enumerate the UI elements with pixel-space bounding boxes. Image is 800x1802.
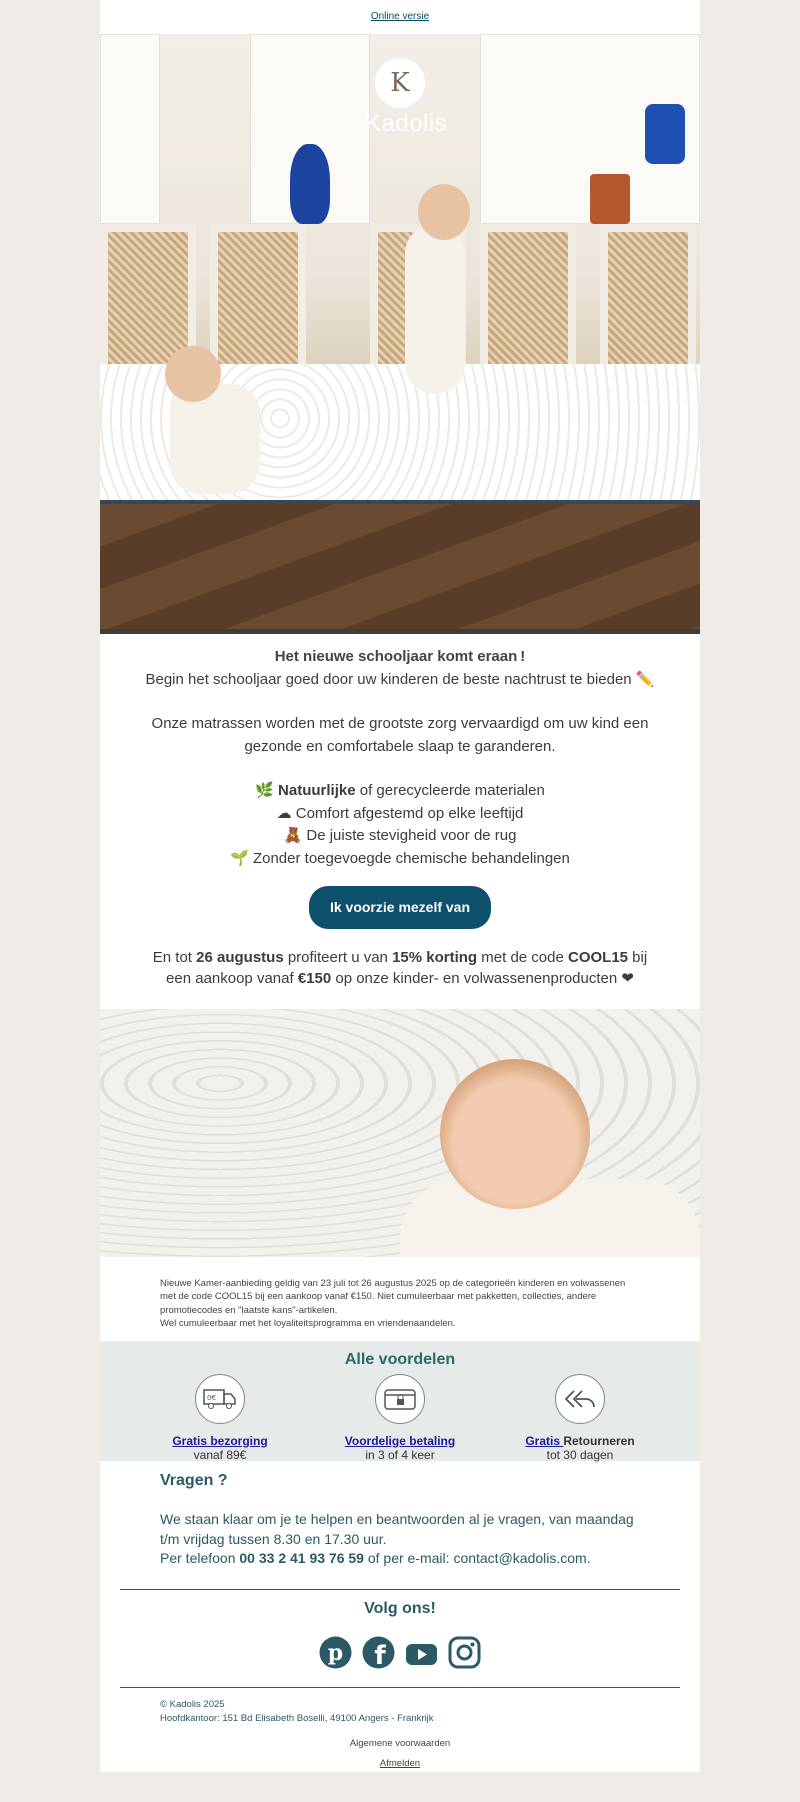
leaf-icon: 🌿 [255,782,274,799]
intro-body: Onze matrassen worden met de grootste zorg vervaardigd om uw kind een gezonde en comfortabele slaap te garanderen. [151,715,649,755]
promo-text: En tot 26 augustus profiteert u van 15% korting met de code COOL15 bij een aankoop vanaf €150 op onze kinder- en volwassenenproducten ❤ [152,948,648,987]
online-version-link[interactable]: Online versie [370,11,430,22]
logo-mark: K [375,58,425,108]
benefit-payment: Voordelige betaling in 3 of 4 keer [320,1374,480,1462]
shop-now-button[interactable]: Ik voorzie mezelf van [309,886,491,929]
feature-item: ☁ Comfort afgestemd op elke leeftijd [276,804,524,822]
legal-text: Nieuwe Kamer-aanbieding geldig van 23 juli tot 26 augustus 2025 op de categorieën kinderen en volwassenen met de code COOL15 bij een aankoop vanaf €150. Niet cumuleerbaar met pakketten, collecties, andere promotiecodes en "laatste kans"-artikelen. Wel cumuleerbaar met het loyaliteitsprogramma en vriendenaandelen. [160,1277,626,1329]
contact-line: Per telefoon 00 33 2 41 93 76 59 of per e-mail: contact@kadolis.com. [160,1550,591,1566]
questions-title: Vragen ? [160,1471,228,1489]
free-returns-link[interactable]: Gratis [525,1433,564,1448]
instagram-icon[interactable] [448,1636,481,1669]
intro-heading: Het nieuwe schooljaar komt eraan ! [274,648,526,665]
unsubscribe-link[interactable]: Afmelden [379,1757,421,1769]
sprout-icon: 🌱 [230,849,249,867]
follow-title: Volg ons! [364,1599,436,1617]
footer-links [100,1734,700,1774]
email-address[interactable]: contact@kadolis.com. [453,1550,591,1566]
kadolis-logo[interactable] [365,58,448,138]
wooden-floor [100,504,700,629]
footer-address: © Kadolis 2025 Hoofdkantoor: 151 Bd Elisabeth Boselli, 49100 Angers - Frankrijk [160,1698,434,1724]
vase [290,144,330,224]
wallet-icon [375,1374,425,1424]
free-delivery-link[interactable]: Gratis bezorging [172,1433,268,1448]
blue-decoration [645,104,685,164]
feature-item: 🌱 Zonder toegevoegde chemische behandelingen [230,849,570,867]
youtube-icon[interactable] [405,1636,438,1669]
benefits-section [100,1341,700,1461]
feature-item: 🧸 De juiste stevigheid voor de rug [283,827,517,844]
benefit-returns: Gratis Retourneren tot 30 dagen [500,1374,660,1462]
intro-subheading: Begin het schooljaar goed door uw kinderen de beste nachtrust te bieden ✏️ [145,670,655,688]
pinterest-icon[interactable] [319,1636,352,1669]
baby-on-mattress-image[interactable] [100,1009,700,1257]
facebook-icon[interactable] [362,1636,395,1669]
svg-text:f: f [374,1640,386,1669]
feature-list [140,780,660,870]
terms-link[interactable]: Algemene voorwaarden [349,1737,451,1749]
benefits-title: Alle voordelen [344,1350,456,1368]
feature-item: 🌿 Natuurlijke of gerecycleerde materialen [255,782,545,799]
child-jumping [405,224,465,394]
return-icon [555,1374,605,1424]
truck-icon [195,1374,245,1424]
cloud-icon: ☁ [276,804,292,822]
plant-pot [590,174,630,224]
social-links [100,1636,700,1669]
benefit-free-delivery: 0€ Gratis bezorging vanaf 89€ [140,1374,300,1462]
email-container [100,0,700,1772]
logo-wordmark: Kadolis [365,110,448,137]
svg-text:0€: 0€ [207,1393,216,1402]
hero-image[interactable] [100,34,700,634]
follow-section [100,1590,700,1669]
svg-text:p: p [327,1639,344,1666]
questions-body: We staan klaar om je te helpen en beantwoorden al je vragen, van maandag t/m vrijdag tussen 8.30 en 17.30 uur. [160,1511,634,1547]
questions-section [100,1461,700,1569]
teddy-icon: 🧸 [283,827,303,844]
topbar [100,0,700,34]
payment-link[interactable]: Voordelige betaling [344,1433,456,1448]
intro-section [100,634,700,989]
phone-number[interactable]: 00 33 2 41 93 76 59 [239,1550,364,1566]
